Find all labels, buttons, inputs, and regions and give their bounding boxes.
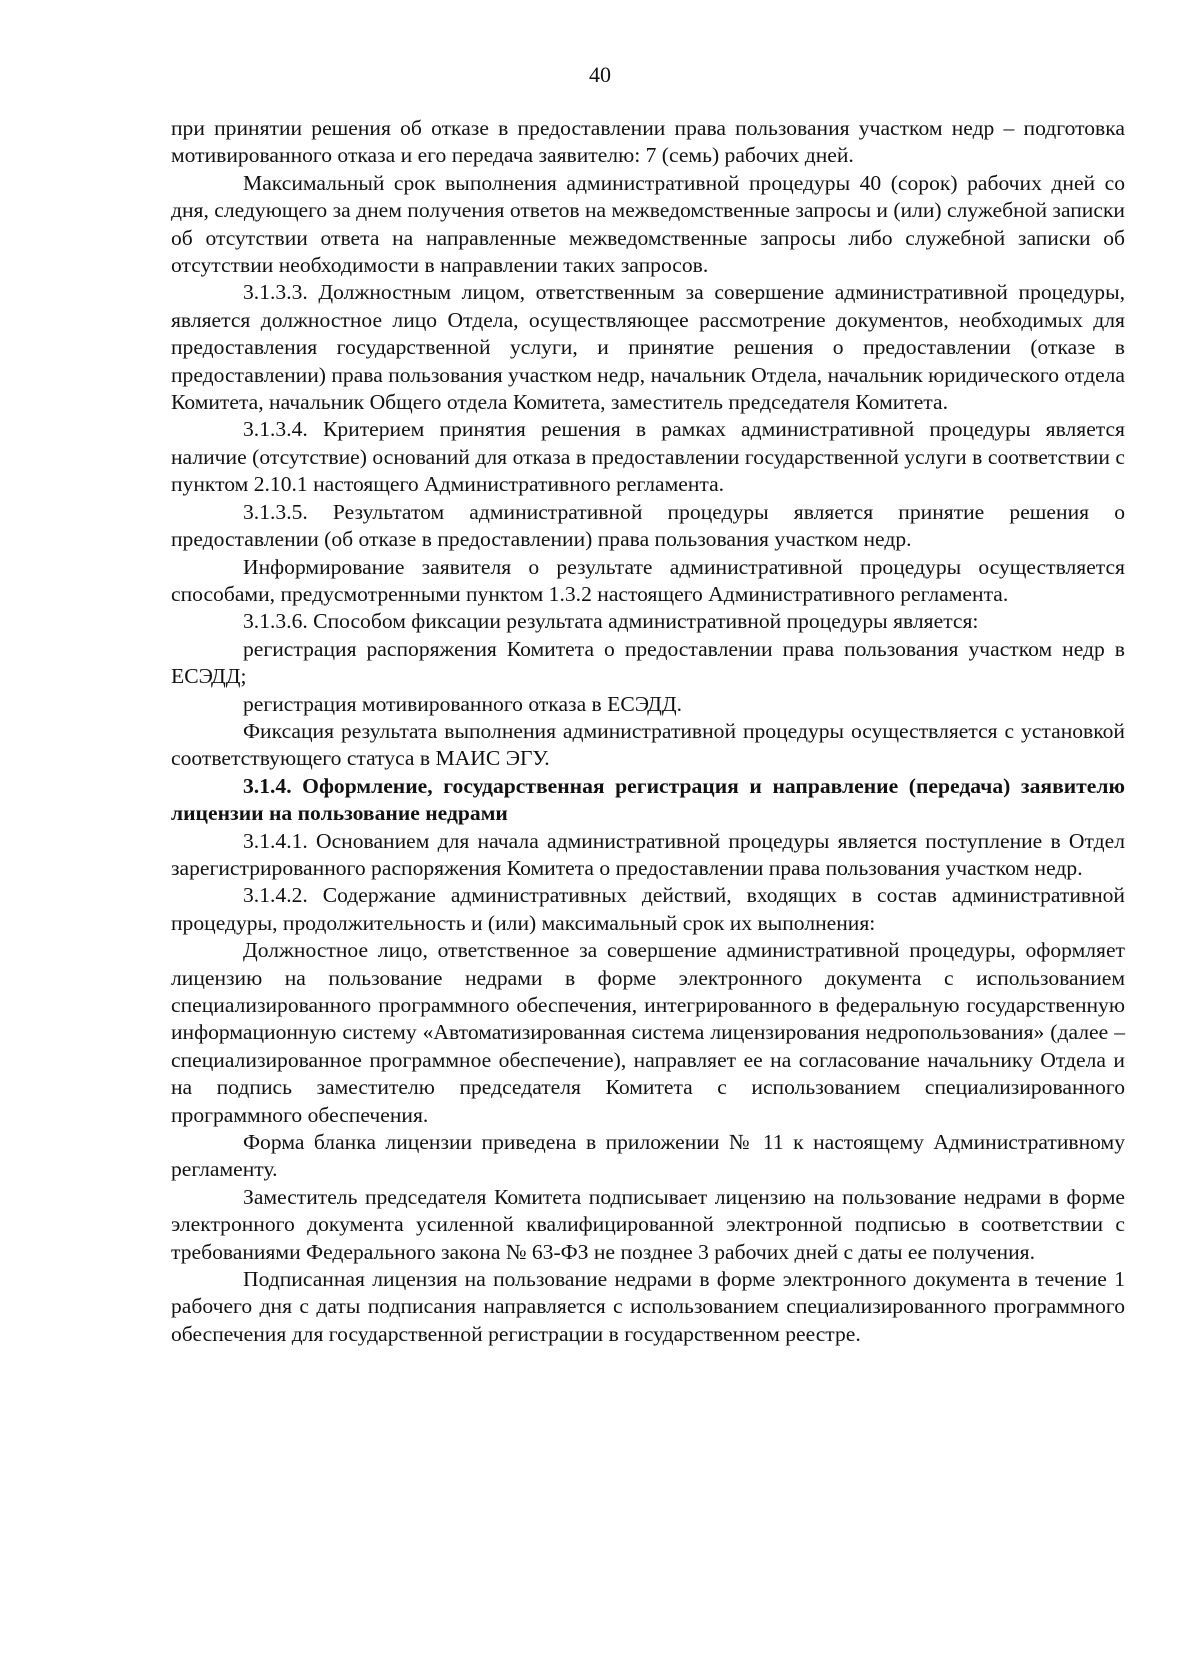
paragraph: Заместитель председателя Комитета подписывает лицензию на пользование недрами в форме электронного документа усиленной квалифицированной электронной подписью в соответствии с требованиями Федерального закона № 63-ФЗ не позднее 3 рабочих дней с даты ее получения.	[171, 1184, 1125, 1264]
document-body	[171, 115, 1125, 1348]
paragraph: Подписанная лицензия на пользование недрами в форме электронного документа в течение 1 рабочего дня с даты подписания направляется с использованием специализированного программного обеспечения для государственной регистрации в государственном реестре.	[171, 1267, 1125, 1346]
paragraph: 3.1.3.6. Способом фиксации результата административной процедуры является:	[243, 609, 979, 634]
paragraph: 3.1.4.1. Основанием для начала административной процедуры является поступление в Отдел зарегистрированного распоряжения Комитета о предоставлении права пользования участком недр.	[171, 828, 1125, 880]
paragraph: Должностное лицо, ответственное за совершение административной процедуры, оформляет лицензию на пользование недрами в форме электронного документа с использованием специализированного программного обеспечения, интегрированного в федеральную государственную информационную систему «Автоматизированная система лицензирования недропользования» (далее – специализированное программное обеспечение), направляет ее на согласование начальнику Отдела и на подпись заместителю председателя Комитета с использованием специализированного программного обеспечения.	[171, 938, 1125, 1127]
paragraph: 3.1.4.2. Содержание административных действий, входящих в состав административной процедуры, продолжительность и (или) максимальный срок их выполнения:	[171, 883, 1125, 935]
paragraph: 3.1.3.5. Результатом административной процедуры является принятие решения о предоставлении (об отказе в предоставлении) права пользования участком недр.	[171, 499, 1125, 552]
paragraph: 3.1.3.4. Критерием принятия решения в рамках административной процедуры является наличие (отсутствие) оснований для отказа в предоставлении государственной услуги в соответствии с пунктом 2.10.1 настоящего Административного регламента.	[171, 417, 1125, 497]
page-number: 40	[589, 62, 611, 87]
paragraph: 3.1.3.3. Должностным лицом, ответственным за совершение административной процедуры, является должностное лицо Отдела, осуществляющее рассмотрение документов, необходимых для предоставления государственной услуги, и принятие решения о предоставлении (отказе в предоставлении) права пользования участком недр, начальник Отдела, начальник юридического отдела Комитета, начальник Общего отдела Комитета, заместитель председателя Комитета.	[171, 280, 1126, 415]
paragraph: регистрация распоряжения Комитета о предоставлении права пользования участком недр в ЕСЭДД;	[171, 636, 1125, 689]
paragraph: Информирование заявителя о результате административной процедуры осуществляется способами, предусмотренными пунктом 1.3.2 настоящего Административного регламента.	[171, 554, 1125, 606]
paragraph: Форма бланка лицензии приведена в приложении № 11 к настоящему Административному регламенту.	[171, 1130, 1125, 1182]
paragraph: при принятии решения об отказе в предоставлении права пользования участком недр – подготовка мотивированного отказа и его передача заявителю: 7 (семь) рабочих дней.	[171, 116, 1125, 168]
paragraph: регистрация мотивированного отказа в ЕСЭДД.	[243, 691, 683, 716]
paragraph: Фиксация результата выполнения административной процедуры осуществляется с установкой соответствующего статуса в МАИС ЭГУ.	[171, 718, 1125, 771]
section-heading: 3.1.4. Оформление, государственная регистрация и направление (передача) заявителю лицензии на пользование недрами	[171, 773, 1125, 826]
paragraph: Максимальный срок выполнения административной процедуры 40 (сорок) рабочих дней со дня, следующего за днем получения ответов на межведомственные запросы и (или) служебной записки об отсутствии ответа на направленные межведомственные запросы либо служебной записки об отсутствии необходимости в направлении таких запросов.	[171, 170, 1125, 278]
